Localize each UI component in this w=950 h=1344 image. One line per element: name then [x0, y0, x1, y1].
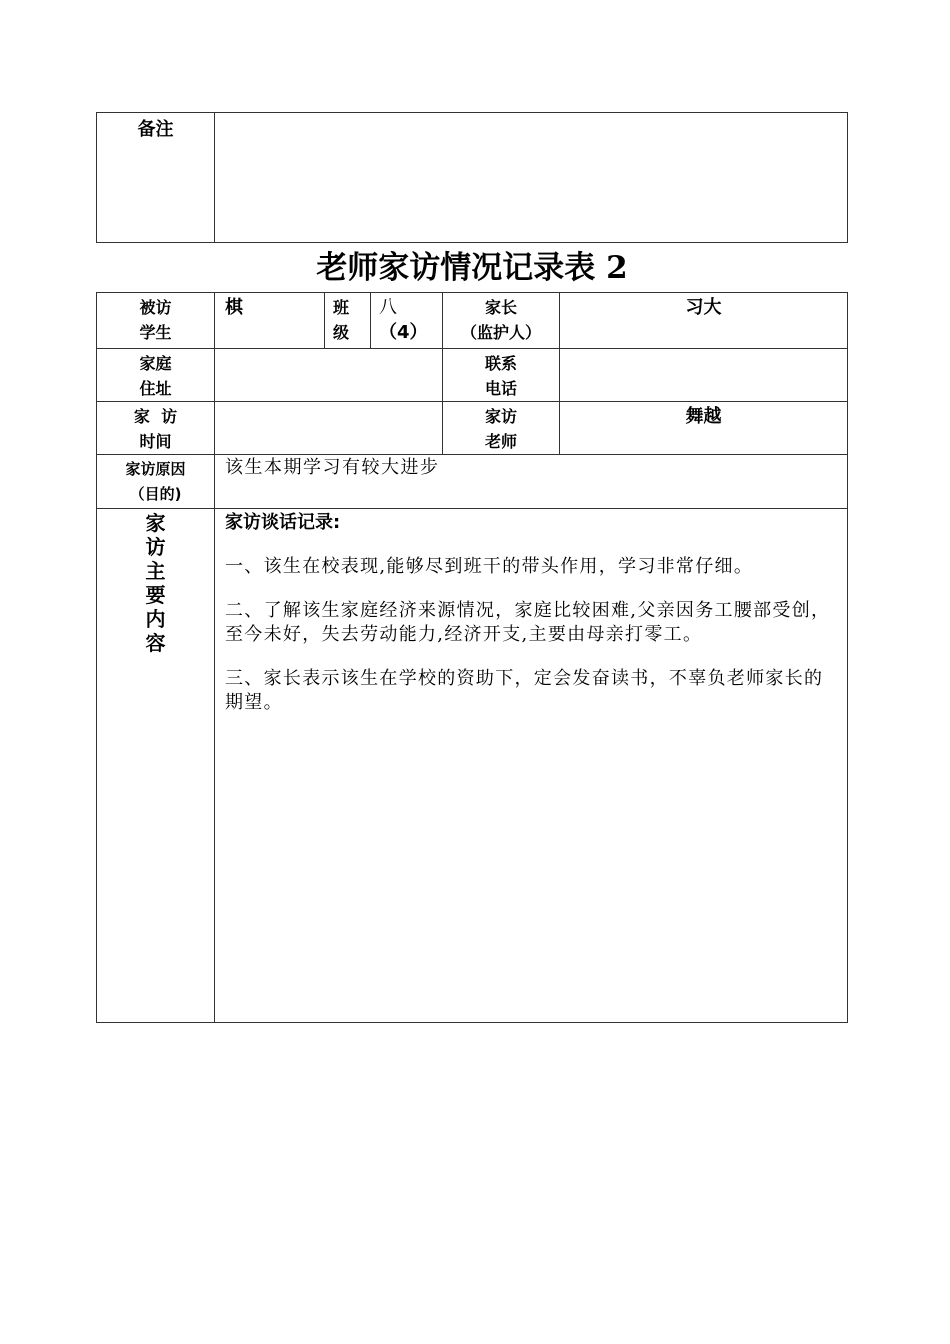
- content-label: 家 访 主 要 内 容: [97, 509, 215, 1023]
- visit-reason-label: 家访原因 （目的): [97, 455, 215, 509]
- visit-time-label: 家 访 时间: [97, 402, 215, 455]
- visit-time-value: [215, 402, 443, 455]
- guardian-value: 习大: [560, 293, 848, 349]
- remark-value: [215, 113, 848, 243]
- page-title: 老师家访情况记录表 2: [316, 250, 628, 286]
- phone-value: [560, 349, 848, 402]
- content-body: [215, 509, 848, 1023]
- phone-label: 联系 电话: [443, 349, 560, 402]
- visit-record-table: [96, 292, 848, 1023]
- table-row: [97, 293, 848, 349]
- table-row: [97, 455, 848, 509]
- table-row: [97, 349, 848, 402]
- address-value: [215, 349, 443, 402]
- content-paragraph: 二、了解该生家庭经济来源情况，家庭比较困难,父亲因务工腰部受创，至今未好，失去劳动能力,经济开支,主要由母亲打零工。: [225, 600, 831, 645]
- content-heading: 家访谈话记录:: [225, 512, 341, 533]
- table-row: [97, 509, 848, 1023]
- visit-teacher-label: 家访 老师: [443, 402, 560, 455]
- table-row: [97, 402, 848, 455]
- class-value: 八 （4）: [371, 293, 443, 349]
- content-paragraph: 三、家长表示该生在学校的资助下，定会发奋读书，不辜负老师家长的期望。: [225, 668, 824, 713]
- class-label: 班 级: [325, 293, 371, 349]
- visit-reason-value: 该生本期学习有较大进步: [215, 455, 848, 509]
- student-label: 被访 学生: [97, 293, 215, 349]
- remark-label: 备注: [97, 113, 215, 243]
- address-label: 家庭 住址: [97, 349, 215, 402]
- visit-teacher-value: 舞越: [560, 402, 848, 455]
- student-value: 棋: [215, 293, 325, 349]
- guardian-label: 家长 （监护人）: [443, 293, 560, 349]
- content-paragraph: 一、该生在校表现,能够尽到班干的带头作用，学习非常仔细。: [225, 556, 754, 577]
- remark-table: [96, 112, 848, 243]
